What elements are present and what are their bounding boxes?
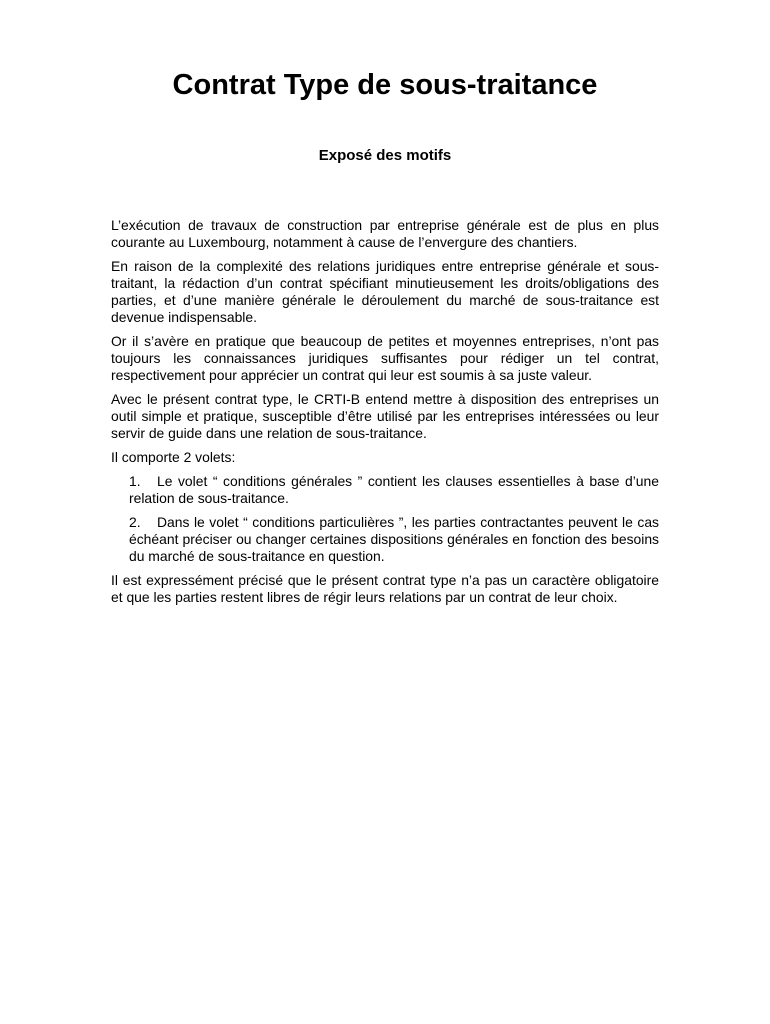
volets-list — [111, 473, 659, 565]
paragraph: Avec le présent contrat type, le CRTI-B entend mettre à disposition des entreprises un outil simple et pratique, susceptible d’être utilisé par les entreprises intéressées ou leur servir de guide dans une relation de sous-traitance. — [111, 391, 659, 441]
closing-paragraph: Il est expressément précisé que le présent contrat type n’a pas un caractère obligatoire et que les parties restent libres de régir leurs relations par un contrat de leur choix. — [111, 572, 659, 605]
list-item — [129, 473, 659, 507]
list-item-number: 1. — [129, 473, 141, 489]
paragraph: Or il s’avère en pratique que beaucoup de petites et moyennes entreprises, n’ont pas toujours les connaissances juridiques suffisantes pour rédiger un tel contrat, respectivement pour apprécier un contrat qui leur est soumis à sa juste valeur. — [111, 333, 659, 383]
document-title: Contrat Type de sous-traitance — [172, 69, 598, 101]
paragraph: Il comporte 2 volets: — [111, 449, 236, 465]
list-item-text: Dans le volet “ conditions particulières ”, les parties contractantes peuvent le cas échéant préciser ou changer certaines dispositions générales en fonction des besoins du marché de sous-traitance en question. — [129, 514, 659, 564]
paragraph: L’exécution de travaux de construction par entreprise générale est de plus en plus courante au Luxembourg, notamment à cause de l’envergure des chantiers. — [111, 217, 659, 250]
list-item-number: 2. — [129, 514, 141, 530]
list-item-text: Le volet “ conditions générales ” contient les clauses essentielles à base d’une relation de sous-traitance. — [129, 473, 659, 506]
paragraph: En raison de la complexité des relations juridiques entre entreprise générale et sous-traitant, la rédaction d’un contrat spécifiant minutieusement les droits/obligations des parties, et d’une manière générale le déroulement du marché de sous-traitance est devenue indispensable. — [111, 258, 659, 325]
list-item — [129, 514, 659, 565]
document-body — [111, 217, 659, 613]
document-subtitle: Exposé des motifs — [318, 147, 452, 164]
